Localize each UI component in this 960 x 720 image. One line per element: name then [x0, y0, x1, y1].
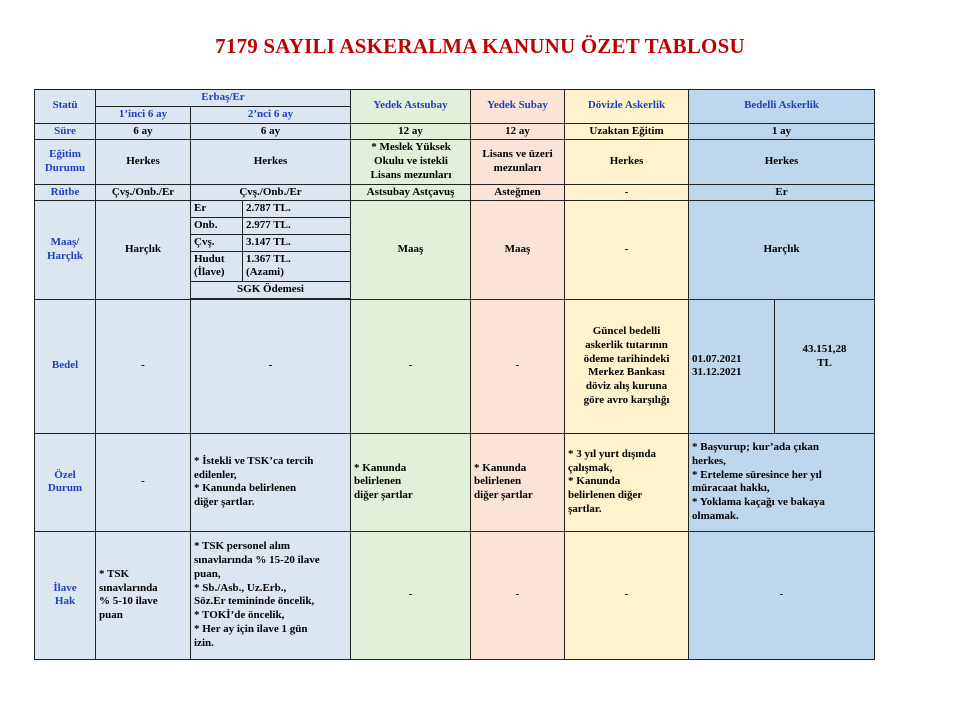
- ozel-label: Özel Durum: [35, 433, 96, 531]
- yedek-astsubay-header: Yedek Astsubay: [351, 90, 471, 124]
- rutbe-first: Çvş./Onb./Er: [96, 184, 191, 201]
- dovizle-header: Dövizle Askerlik: [565, 90, 689, 124]
- summary-table: [34, 89, 875, 660]
- egitim-bedelli: Herkes: [689, 140, 875, 184]
- pay-amount: 2.977 TL.: [243, 218, 351, 235]
- pay-rank: Hudut (İlave): [191, 251, 243, 282]
- bedel-amount: 43.151,28 TL: [775, 299, 875, 433]
- erbas-er-header: Erbaş/Er: [96, 90, 351, 107]
- sure-row: [35, 123, 875, 140]
- sure-first: 6 ay: [96, 123, 191, 140]
- ozel-first: -: [96, 433, 191, 531]
- rutbe-label: Rütbe: [35, 184, 96, 201]
- bedel-dovizle: Güncel bedelli askerlik tutarının ödeme tarihindeki Merkez Bankası döviz alış kuruna göre avro karşılığı: [565, 299, 689, 433]
- ozel-dovizle: * 3 yıl yurt dışında çalışmak, * Kanunda belirlenen diğer şartlar.: [565, 433, 689, 531]
- egitim-first: Herkes: [96, 140, 191, 184]
- first-6-header: 1’inci 6 ay: [96, 106, 191, 123]
- egitim-yedek-astsubay: * Meslek Yüksek Okulu ve istekli Lisans mezunları: [351, 140, 471, 184]
- yedek-subay-header: Yedek Subay: [471, 90, 565, 124]
- ozel-yedek-subay: * Kanunda belirlenen diğer şartlar: [471, 433, 565, 531]
- pay-rank: Çvş.: [191, 234, 243, 251]
- egitim-label: Eğitim Durumu: [35, 140, 96, 184]
- pay-rank: Onb.: [191, 218, 243, 235]
- pay-amount: 3.147 TL.: [243, 234, 351, 251]
- second-6-header: 2’nci 6 ay: [191, 106, 351, 123]
- rutbe-second: Çvş./Onb./Er: [191, 184, 351, 201]
- egitim-row: [35, 140, 875, 184]
- bedel-yedek-subay: -: [471, 299, 565, 433]
- bedel-yedek-astsubay: -: [351, 299, 471, 433]
- rutbe-yedek-astsubay: Astsubay Astçavuş: [351, 184, 471, 201]
- bedel-first: -: [96, 299, 191, 433]
- bedel-dates: 01.07.2021 31.12.2021: [689, 299, 775, 433]
- ozel-bedelli: * Başvurup; kur’ada çıkan herkes, * Erteleme süresince her yıl müracaat hakkı, * Yoklama kaçağı ve bakaya olmamak.: [689, 433, 875, 531]
- sure-bedelli: 1 ay: [689, 123, 875, 140]
- maas-label: Maaş/ Harçlık: [35, 201, 96, 300]
- egitim-second: Herkes: [191, 140, 351, 184]
- egitim-yedek-subay: Lisans ve üzeri mezunları: [471, 140, 565, 184]
- ilave-yedek-subay: -: [471, 531, 565, 659]
- ilave-bedelli: -: [689, 531, 875, 659]
- ilave-label: İlave Hak: [35, 531, 96, 659]
- maas-bedelli: Harçlık: [689, 201, 875, 300]
- bedelli-header: Bedelli Askerlik: [689, 90, 875, 124]
- sure-yedek-astsubay: 12 ay: [351, 123, 471, 140]
- ilave-row: [35, 531, 875, 659]
- ozel-yedek-astsubay: * Kanunda belirlenen diğer şartlar: [351, 433, 471, 531]
- maas-dovizle: -: [565, 201, 689, 300]
- rutbe-yedek-subay: Asteğmen: [471, 184, 565, 201]
- sure-yedek-subay: 12 ay: [471, 123, 565, 140]
- maas-yedek-astsubay: Maaş: [351, 201, 471, 300]
- page-title: 7179 SAYILI ASKERALMA KANUNU ÖZET TABLOSU: [215, 34, 745, 58]
- sure-dovizle: Uzaktan Eğitim: [565, 123, 689, 140]
- ilave-yedek-astsubay: -: [351, 531, 471, 659]
- sgk-odemesi: SGK Ödemesi: [191, 282, 351, 299]
- sure-second: 6 ay: [191, 123, 351, 140]
- maas-yedek-subay: Maaş: [471, 201, 565, 300]
- maas-first: Harçlık: [96, 201, 191, 300]
- statu-header: Statü: [35, 90, 96, 124]
- header-row: [35, 90, 875, 107]
- ozel-second: * İstekli ve TSK’ca tercih edilenler, * Kanunda belirlenen diğer şartlar.: [191, 433, 351, 531]
- bedel-second: -: [191, 299, 351, 433]
- ilave-second: * TSK personel alım sınavlarında % 15-20 ilave puan, * Sb./Asb., Uz.Erb., Söz.Er temininde öncelik, * TOKİ’de öncelik, * Her ay için ilave 1 gün izin.: [191, 531, 351, 659]
- rutbe-bedelli: Er: [689, 184, 875, 201]
- pay-rank: Er: [191, 201, 243, 218]
- pay-amount: 1.367 TL. (Azami): [243, 251, 351, 282]
- ozel-row: [35, 433, 875, 531]
- rutbe-row: [35, 184, 875, 201]
- pay-amount: 2.787 TL.: [243, 201, 351, 218]
- rutbe-dovizle: -: [565, 184, 689, 201]
- ilave-first: * TSK sınavlarında % 5-10 ilave puan: [96, 531, 191, 659]
- sure-label: Süre: [35, 123, 96, 140]
- egitim-dovizle: Herkes: [565, 140, 689, 184]
- maas-row: [35, 201, 875, 218]
- bedel-label: Bedel: [35, 299, 96, 433]
- ilave-dovizle: -: [565, 531, 689, 659]
- bedel-row: [35, 299, 875, 433]
